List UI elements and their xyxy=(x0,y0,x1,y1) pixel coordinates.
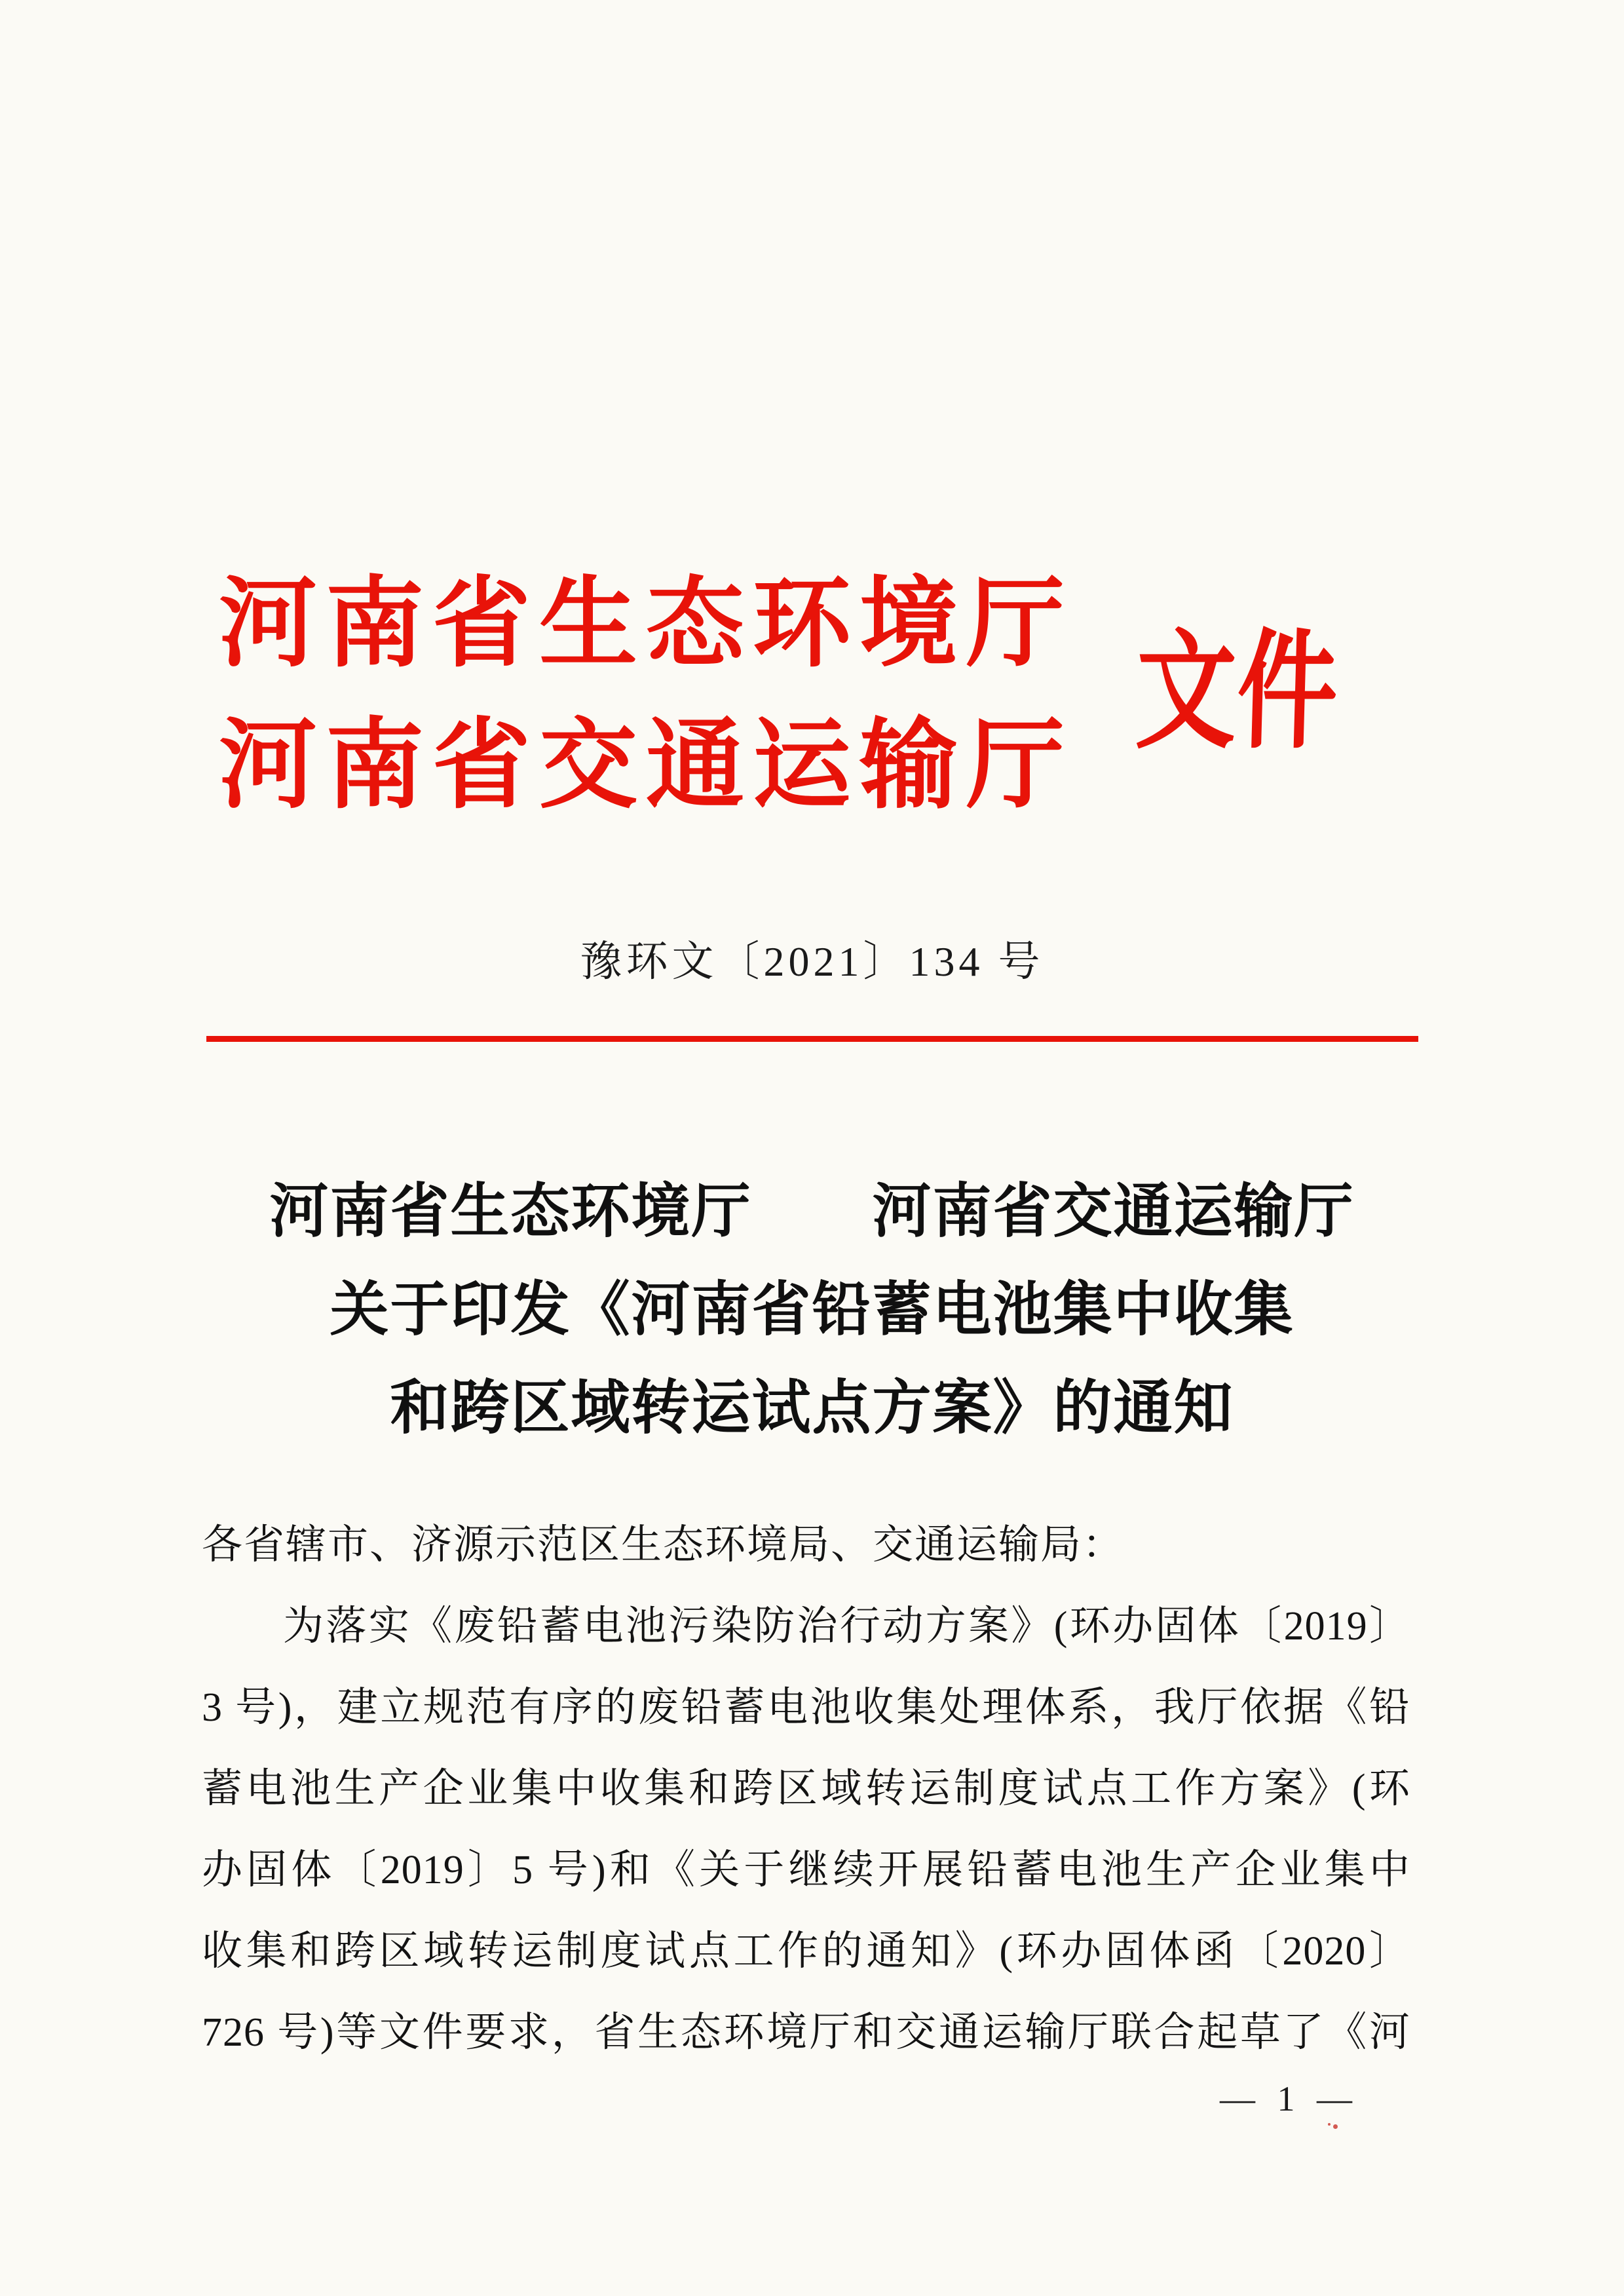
title-line-1: 河南省生态环境厅 河南省交通运输厅 xyxy=(269,1179,1355,1244)
scan-speckle xyxy=(1328,2123,1331,2126)
paragraph-line-4: 办固体〔2019〕5 号)和《关于继续开展铅蓄电池生产企业集中 xyxy=(202,1848,1410,1892)
paragraph-line-1: 为落实《废铅蓄电池污染防治行动方案》(环办固体〔2019〕 xyxy=(283,1604,1410,1649)
document-number: 豫环文〔2021〕134 号 xyxy=(580,938,1044,985)
page-number: — 1 — xyxy=(1220,2079,1359,2118)
title-line-3: 和跨区域转运试点方案》的通知 xyxy=(390,1376,1234,1441)
agency-name-line2: 河南省交通运输厅 xyxy=(219,712,1074,820)
body-text xyxy=(202,1504,1410,2073)
paragraph-line-5: 收集和跨区域转运制度试点工作的通知》(环办固体函〔2020〕 xyxy=(202,1929,1410,1974)
title-line-2: 关于印发《河南省铅蓄电池集中收集 xyxy=(330,1278,1294,1343)
red-divider-line xyxy=(206,1036,1418,1042)
document-type-label: 文件 xyxy=(1134,622,1340,764)
paragraph-line-3: 蓄电池生产企业集中收集和跨区域转运制度试点工作方案》(环 xyxy=(202,1767,1410,1811)
document-title xyxy=(0,1163,1624,1458)
scan-speckle xyxy=(1333,2124,1338,2129)
paragraph-line-6: 726 号)等文件要求，省生态环境厅和交通运输厅联合起草了《河 xyxy=(202,2010,1410,2055)
agency-letterhead xyxy=(219,554,1073,837)
salutation-line: 各省辖市、济源示范区生态环境局、交通运输局： xyxy=(202,1523,1125,1567)
paragraph-line-2: 3 号)，建立规范有序的废铅蓄电池收集处理体系，我厅依据《铅 xyxy=(202,1685,1410,1730)
agency-name-line1: 河南省生态环境厅 xyxy=(219,570,1074,679)
